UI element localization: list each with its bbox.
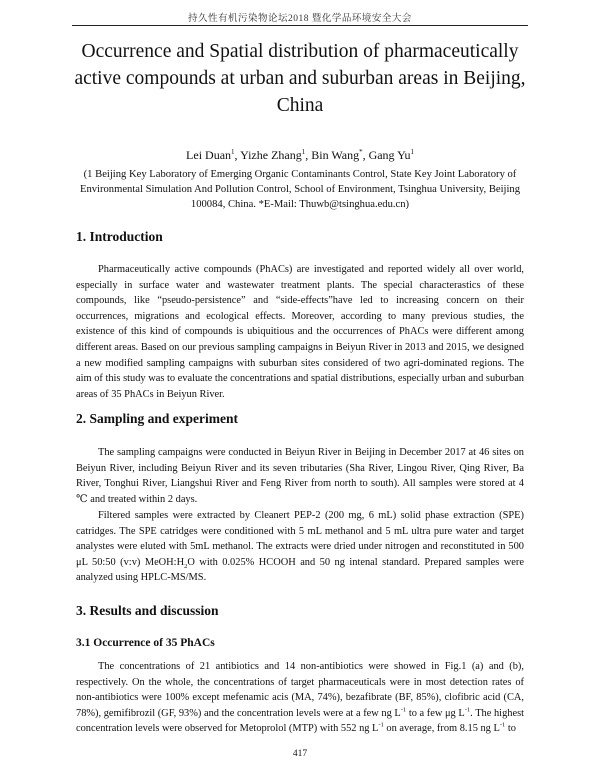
paper-title: Occurrence and Spatial distribution of pharmaceutically active compounds at urban and suburban areas in Beijing, China bbox=[74, 41, 526, 116]
header-rule bbox=[72, 25, 528, 26]
author-name: Bin Wang bbox=[311, 148, 360, 162]
superscript: -1 bbox=[499, 721, 506, 729]
author-name: Yizhe Zhang bbox=[240, 148, 302, 162]
sampling-text: Filtered samples were extracted by Cleanert PEP-2 (200 mg, 6 mL) solid phase extraction (SPE) catridges. The SPE catridges were conditioned with 5 mL methanol and 5 mL ultra pure water and target analystes were eluted with 5mL methanol. The extracts were dried under nitrogen and reconstituted in 500 μL 50:50 (v:v) MeOH:H bbox=[76, 510, 524, 568]
sampling-paragraph-2 bbox=[76, 508, 524, 586]
results-text: on average, from 8.15 ng L bbox=[383, 723, 500, 735]
results-text: . The highest concentration levels were observed for Metoprolol (MTP) with 552 ng L bbox=[76, 707, 524, 735]
superscript: -1 bbox=[464, 706, 471, 714]
author-mark: 1 bbox=[301, 148, 306, 156]
sampling-text: O with 0.025% HCOOH and 50 ng intenal standard. Prepared samples were analyzed using HPLC-MS/MS. bbox=[76, 556, 524, 584]
subsection-heading-occurrence: 3.1 Occurrence of 35 PhACs bbox=[76, 637, 215, 649]
page-number: 417 bbox=[292, 749, 308, 759]
author-mark: 1 bbox=[231, 148, 235, 156]
author-mark: 1 bbox=[410, 148, 414, 156]
superscript: -1 bbox=[400, 706, 407, 714]
results-text: to a few μg L bbox=[406, 707, 465, 719]
introduction-paragraph: Pharmaceutically active compounds (PhACs) are investigated and reported widely all over world, especially in surface water and wastewater treatment plants. The special characterastics of these compounds, like “pseudo-persistence” and “side-effects”have led to increasing concern on their occurrences, migrations and ecological effects. Moreover, according to many previous studies, the existence of this kind of compounds is ubiquitious and the occurrences of PhACs were different among different areas. Based on our previous sampling campaigns in Beiyun River in 2013 and 2015, we designed a new modified sampling campaigns with suburban sites considered of two agri-dominated regions. The aim of this study was to evaluate the concentrations and spatial distributions, especially urban and suburban areas of 35 PhACs in Beiyun River. bbox=[76, 264, 524, 400]
subscript: 2 bbox=[184, 562, 188, 570]
author-list: Lei Duan$^1$, Yizhe Zhang$^1$, Bin Wang*, Gang Yu$^1$ bbox=[186, 148, 414, 162]
author-name: Gang Yu bbox=[368, 148, 411, 162]
author-mark: * bbox=[359, 148, 363, 156]
author-name: Lei Duan bbox=[186, 148, 232, 162]
affiliation: (1 Beijing Key Laboratory of Emerging Organic Contaminants Control, State Key Joint Laboratory of Environmental Simulation And Pollution Control, School of Environment, Tsinghua University, Beijing 100084, China. *E-Mail: Thuwb@tsinghua.edu.cn) bbox=[79, 169, 521, 210]
running-header: 持久性有机污染物论坛2018 暨化学品环境安全大会 bbox=[188, 14, 412, 24]
section-heading-sampling: 2. Sampling and experiment bbox=[76, 411, 239, 426]
results-paragraph bbox=[76, 659, 524, 737]
section-heading-introduction: 1. Introduction bbox=[76, 229, 163, 244]
section-heading-results: 3. Results and discussion bbox=[76, 603, 219, 618]
results-text: The concentrations of 21 antibiotics and 14 non-antibiotics were showed in Fig.1 (a) and (b), respectively. On the whole, the concentrations of target pharmaceuticals were in most detection rates of non-antibiotics were 100% except mefenamic acis (MA, 74%), bezafibrate (BF, 85%), clofibric acid (CA, 78%), gemifibrozil (GF, 93%) and the concentration levels were at a few ng L bbox=[76, 661, 524, 719]
superscript: -1 bbox=[378, 721, 384, 729]
results-text: to bbox=[505, 723, 516, 735]
sampling-paragraph-1: The sampling campaigns were conducted in Beiyun River in Beijing in December 2017 at 46 sites on Beiyun River, including Beiyun River and its seven tributaries (Sha River, Lingou River, Qing River, Ba River, Tonghui River, Liangshui River and Feng River from north to south). All samples were stored at 4 ℃ and treated within 2 days. bbox=[76, 447, 524, 505]
